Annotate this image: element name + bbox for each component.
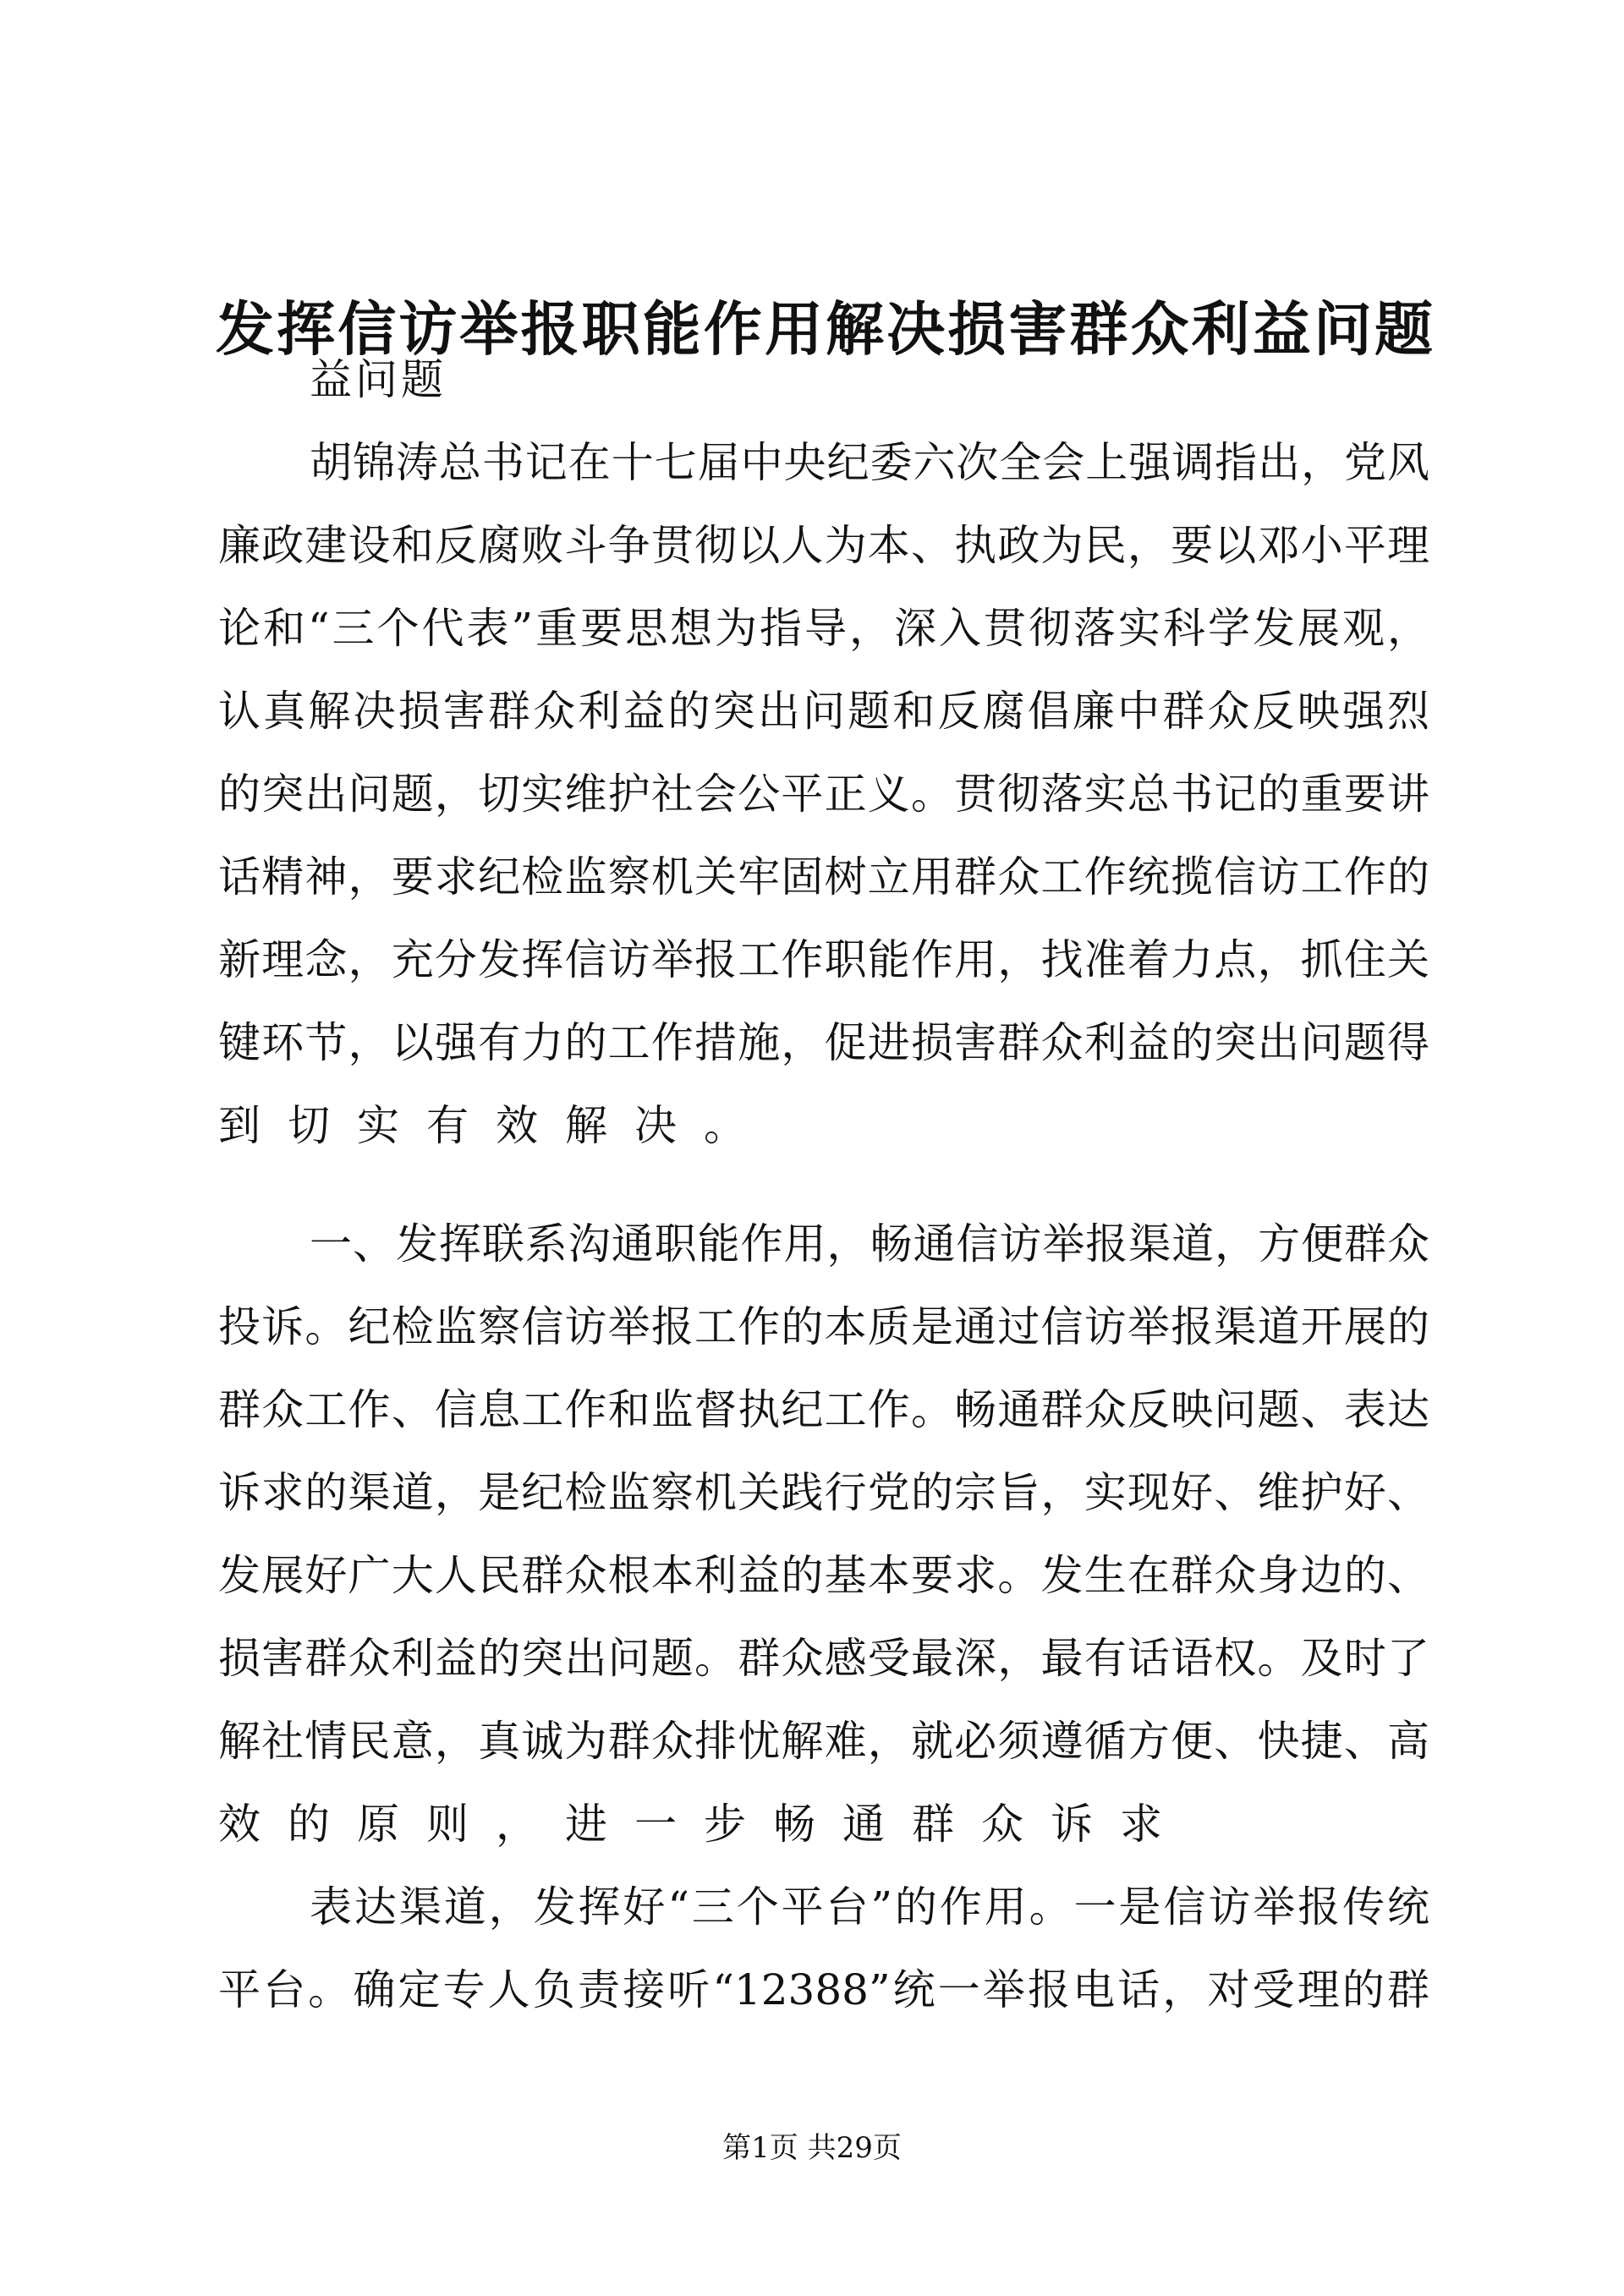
text-line: 效的原则，进一步畅通群众诉求 [218, 1800, 1189, 1849]
text-line: 一、发挥联系沟通职能作用，畅通信访举报渠道，方便群众 [310, 1219, 1429, 1269]
text-line: 群众工作、信息工作和监督执纪工作。畅通群众反映问题、表达 [218, 1385, 1429, 1434]
text-line: 平台。确定专人负责接听“12388”统一举报电话，对受理的群 [218, 1965, 1429, 2014]
text-line: 投诉。纪检监察信访举报工作的本质是通过信访举报渠道开展的 [218, 1302, 1429, 1351]
body-section-1 [218, 338, 1429, 1167]
text-line: 诉求的渠道，是纪检监察机关践行党的宗旨，实现好、维护好、 [218, 1468, 1429, 1517]
document-title: 发挥信访举报职能作用解决损害群众利益问题 [216, 295, 1434, 364]
text-line: 的突出问题，切实维护社会公平正义。贯彻落实总书记的重要讲 [218, 770, 1429, 819]
text-line: 表达渠道，发挥好“三个平台”的作用。一是信访举报传统 [310, 1882, 1429, 1932]
text-line: 解社情民意，真诚为群众排忧解难，就必须遵循方便、快捷、高 [218, 1717, 1429, 1766]
text-line: 到切实有效解决。 [218, 1101, 773, 1150]
text-line: 发展好广大人民群众根本利益的基本要求。发生在群众身边的、 [218, 1551, 1429, 1600]
text-line: 新理念，充分发挥信访举报工作职能作用，找准着力点，抓住关 [218, 935, 1429, 984]
text-line: 胡锦涛总书记在十七届中央纪委六次全会上强调指出，党风 [310, 438, 1429, 487]
text-line: 损害群众利益的突出问题。群众感受最深，最有话语权。及时了 [218, 1634, 1429, 1683]
body-section-2 [218, 1203, 1429, 2031]
text-line: 话精神，要求纪检监察机关牢固树立用群众工作统揽信访工作的 [218, 852, 1429, 901]
text-line: 键环节，以强有力的工作措施，促进损害群众利益的突出问题得 [218, 1018, 1429, 1067]
text-line: 认真解决损害群众利益的突出问题和反腐倡廉中群众反映强烈 [218, 687, 1429, 736]
text-line: 益问题 [310, 355, 447, 404]
text-line: 廉政建设和反腐败斗争贯彻以人为本、执政为民，要以邓小平理 [218, 521, 1429, 570]
page-number-footer: 第1页 共29页 [722, 2131, 902, 2165]
text-line: 论和“三个代表”重要思想为指导，深入贯彻落实科学发展观， [218, 604, 1429, 653]
